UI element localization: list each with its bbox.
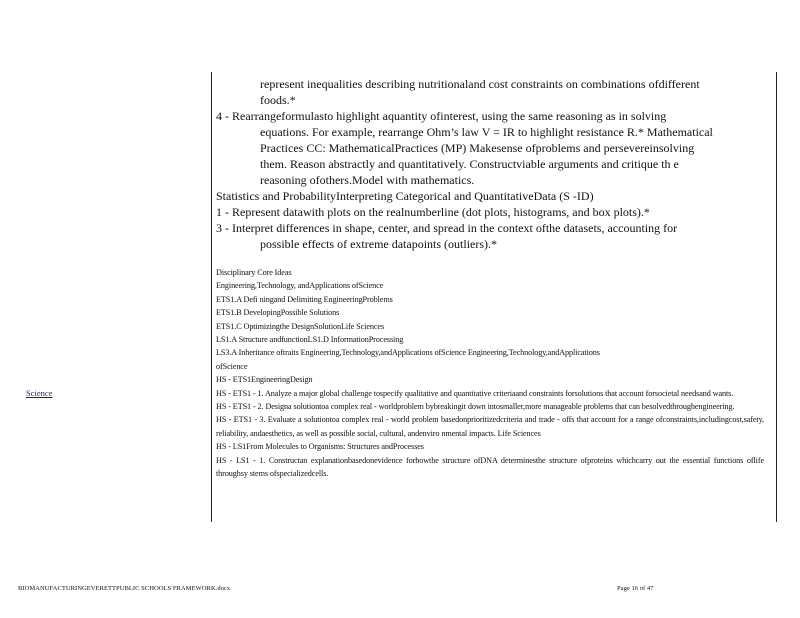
- text-line: equations. For example, rearrange Ohm’s law V = IR to highlight resistance R.* Mathematical: [260, 125, 713, 139]
- standard-line: HS - LS1From Molecules to Organisms: Structures andProcesses: [216, 442, 424, 452]
- table-left-border: [211, 72, 212, 522]
- standard-line: Engineering,Technology, andApplications ofScience: [216, 281, 384, 291]
- text-line: 3 - Interpret differences in shape, center, and spread in the context ofthe datasets, accounting for: [216, 221, 678, 235]
- standard-line: HS - ETS1EngineeringDesign: [216, 375, 313, 385]
- standard-line: ofScience: [216, 361, 248, 371]
- standard-line: LS3.A Inheritance oftraits Engineering,Technology,andApplications ofScience Engineering,Technology,andApplications: [216, 348, 600, 358]
- science-link[interactable]: Science: [26, 388, 53, 398]
- standard-line: LS1.A Structure andfunctionLS1.D InformationProcessing: [216, 335, 404, 345]
- text-line: reasoning ofothers.Model with mathematics.: [260, 173, 475, 187]
- text-line: represent inequalities describing nutritionaland cost constraints on combinations ofdifferent: [260, 77, 700, 91]
- text-line: them. Reason abstractly and quantitatively. Constructviable arguments and critique th e: [260, 157, 679, 171]
- standard-line: HS - ETS1 - 3. Evaluate a solutiontoa complex real - world problem basedonprioritizedcriteria and trade - offs that account for a range ofconstraints,includingcost,safety, reliability, andaesthetics, as well as possible social, cultural, andenviro nmental impacts. Life Sciences: [216, 415, 764, 438]
- footer-filename: BIOMANUFACTURINGEVERETTPUBLIC SCHOOLS FRAMEWORK.docx: [18, 585, 231, 592]
- text-line: Statistics and ProbabilityInterpreting Categorical and QuantitativeData (S -ID): [216, 189, 594, 203]
- standard-line: HS - LS1 - 1. Constructan explanationbasedonevidence forhowthe structure ofDNA determinesthe structure ofproteins whichcarry out the essential functions oflife throughsy stems ofspecializedcells.: [216, 455, 764, 479]
- standard-line: HS - ETS1 - 2. Designa solutiontoa complex real - worldproblem bybreakingit down intosmaller,more manageable problems that can besolvedthroughengineering.: [216, 402, 735, 412]
- standard-line: ETS1.C Optimizingthe DesignSolutionLife Sciences: [216, 321, 385, 331]
- science-standards-section: [216, 266, 764, 481]
- text-line: 4 - Rearrangeformulasto highlight aquantity ofinterest, using the same reasoning as in solving: [216, 109, 667, 123]
- text-line: 1 - Represent datawith plots on the realnumberline (dot plots, histograms, and box plots).*: [216, 205, 650, 219]
- math-standards-section: [216, 76, 772, 252]
- standard-line: HS - ETS1 - 1. Analyze a major global challenge tospecify qualitative and quantitative criteriaand constraints forsolutions that account forsocietal needsand wants.: [216, 388, 734, 398]
- standard-line: Disciplinary Core Ideas: [216, 268, 292, 277]
- text-line: possible effects of extreme datapoints (outliers).*: [260, 237, 498, 251]
- text-line: foods.*: [260, 93, 296, 107]
- footer-page-number: Page 16 of 47: [617, 585, 654, 592]
- standard-line: ETS1.B DevelopingPossible Solutions: [216, 308, 340, 318]
- text-line: Practices CC: MathematicalPractices (MP) Makesense ofproblems and persevereinsolving: [260, 141, 695, 155]
- standard-line: ETS1.A Defi ningand Delimiting EngineeringProblems: [216, 294, 393, 304]
- table-right-border: [776, 72, 777, 522]
